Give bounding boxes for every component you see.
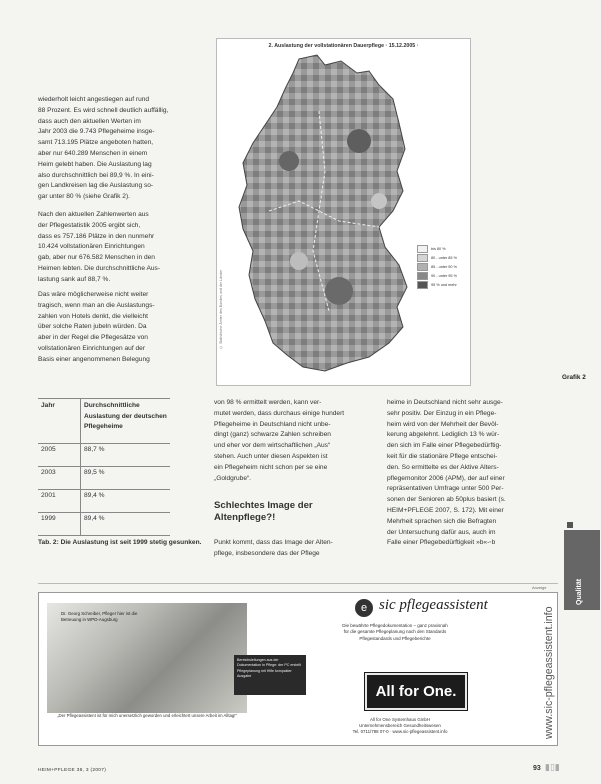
text-line: lastung sank auf 88,7 %. bbox=[38, 275, 111, 283]
text-line: sonen der Senioren ab 50plus basiert (s. bbox=[387, 496, 506, 504]
legend-item bbox=[417, 280, 472, 289]
text-line: dass es 757.186 Plätze in den nunmehr bbox=[38, 232, 155, 240]
legend-label: bis 80 % bbox=[431, 246, 446, 251]
text-line: stehen. Auch unter diesen Aspekten ist bbox=[214, 452, 328, 460]
table-cell-value: 88,7 % bbox=[81, 444, 171, 467]
text-line: der Pflegestatistik 2005 ergibt sich, bbox=[38, 221, 141, 229]
ad-photo-text: Dr. Georg Schreiber, Pfleger hier ist die Betreuung in WPD-Augsburg bbox=[61, 611, 138, 622]
map-shape bbox=[239, 55, 407, 371]
text-line: tragisch, wenn man an die Auslastungs- bbox=[38, 301, 155, 309]
text-line: ein Pflegeheim nicht schon per se eine bbox=[214, 463, 328, 471]
legend-label: 90 - unter 95 % bbox=[431, 273, 457, 278]
table-cell-year: 2005 bbox=[38, 444, 81, 467]
legend-swatch bbox=[417, 281, 428, 289]
text-line: Das wäre möglicherweise nicht weiter bbox=[38, 291, 149, 298]
text-line: heim wird von der Mehrheit der Bevöl- bbox=[387, 420, 499, 428]
text-line: 10.424 vollstationären Einrichtungen bbox=[38, 243, 145, 251]
text-line: „Goldgrube“. bbox=[214, 474, 252, 482]
text-line: vollstationären Einrichtungen auf der bbox=[38, 344, 146, 352]
section-tab-label: Qualität bbox=[576, 578, 583, 605]
ad-badge: All for One. bbox=[365, 673, 467, 710]
ad-label: Anzeige bbox=[532, 585, 547, 590]
table-header-year: Jahr bbox=[38, 399, 81, 444]
text-line: Pflegestandards und Pflegeberichte bbox=[359, 635, 431, 641]
legend-item bbox=[417, 271, 472, 280]
legend-item bbox=[417, 244, 472, 253]
text-line: HEIM+PFLEGE 2007, S. 172). Mit einer bbox=[387, 506, 504, 514]
text-line: gab, aber nur 676.582 Menschen in den bbox=[38, 254, 155, 262]
map-credit: © Statistische Ämter des Bundes und der Länder bbox=[219, 269, 223, 349]
text-line: aber nur 640.289 Menschen in einem bbox=[38, 149, 148, 157]
text-line: gar unter 80 % (siehe Grafik 2). bbox=[38, 193, 130, 201]
ad-photo-caption: „Der Pflegeassistent ist für mich unersetzlich geworden und erleichtert unsere Arbeit im Alltag!“ bbox=[57, 713, 237, 718]
map-figure bbox=[216, 38, 471, 386]
text-line: repräsentativen Umfrage unter 500 Per- bbox=[387, 485, 504, 493]
text-line: über solche Raten jubeln würden. Da bbox=[38, 323, 147, 331]
table-row bbox=[38, 513, 170, 536]
text-line: 88 Prozent. Es wird schnell deutlich auffällig, bbox=[38, 106, 169, 114]
text-line: den. So ermittelte es der Aktive Alters- bbox=[387, 463, 499, 471]
ad-url-text[interactable]: www.sic-pflegeassistent.info bbox=[543, 606, 555, 739]
text-line: samt 713.195 Plätze angeboten hatten, bbox=[38, 139, 154, 147]
text-line: Unternehmensbereich Gesundheitswesen bbox=[359, 723, 441, 728]
text-line: Basis einer angenommenen Belegung bbox=[38, 355, 150, 363]
text-line: pflegemonitor 2006 (APM), der auf einer bbox=[387, 474, 505, 482]
text-line: wiederholt leicht angestiegen auf rund bbox=[38, 96, 150, 103]
table-header-occupancy: Durchschnittliche Auslastung der deutschen Pflegeheime bbox=[81, 399, 171, 444]
text-line: den sich im Falle einer Pflegebedürftig- bbox=[387, 442, 502, 450]
text-line: dass auch den aktuellen Werten im bbox=[38, 117, 141, 125]
ad-photo bbox=[47, 603, 247, 713]
legend-label: 85 - unter 90 % bbox=[431, 264, 457, 269]
section-heading: Schlechtes Image der Altenpflege?! bbox=[214, 500, 313, 523]
publisher-mark-icon: ▮▯▮ bbox=[545, 763, 560, 773]
figure-label: Grafik 2 bbox=[562, 374, 586, 381]
text-line: dingt (ganz) schwarze Zahlen schreiben bbox=[214, 431, 331, 439]
text-line: kerung abgelehnt. Lediglich 13 % wür- bbox=[387, 431, 500, 439]
legend-label: 95 % und mehr bbox=[431, 282, 457, 287]
legend-swatch bbox=[417, 254, 428, 262]
footer-publication: HEIM+PFLEGE 38, 3 (2007) bbox=[38, 768, 107, 773]
section-tab bbox=[564, 530, 600, 610]
body-text-col2 bbox=[214, 398, 386, 484]
legend-item bbox=[417, 253, 472, 262]
text-line: mutet werden, dass durchaus einige hundert bbox=[214, 409, 345, 417]
text-line: sehr positiv. Der Einzug in ein Pflege- bbox=[387, 409, 497, 417]
table-row bbox=[38, 490, 170, 513]
text-line: Pflegeheime in Deutschland nicht unbe- bbox=[214, 420, 331, 428]
map-legend bbox=[417, 244, 472, 289]
map-title: 2. Auslastung der vollstationären Dauerpflege · 15.12.2005 · bbox=[268, 43, 419, 49]
text-line: All for One Systemhaus GmbH bbox=[369, 717, 431, 722]
text-line: Tel. 0711/788 07-0 · www.sic-pflegeassistent.info bbox=[352, 729, 448, 734]
text-line: Punkt kommt, dass das Image der Alten- bbox=[214, 539, 333, 546]
table-row bbox=[38, 467, 170, 490]
body-text-col2-after bbox=[214, 538, 386, 560]
table-cell-year: 1999 bbox=[38, 513, 81, 536]
advertisement[interactable] bbox=[38, 592, 558, 746]
table-row bbox=[38, 444, 170, 467]
ad-overlay-box bbox=[234, 655, 306, 695]
text-line: Die bewährte Pflegedokumentation – ganz praxisnah bbox=[342, 623, 448, 628]
legend-swatch bbox=[417, 245, 428, 253]
table-caption: Tab. 2: Die Auslastung ist seit 1999 stetig gesunken. bbox=[38, 539, 202, 546]
logo-text: sic pflegeassistent bbox=[379, 597, 488, 613]
body-text-col1-mid bbox=[38, 210, 208, 286]
ad-logo bbox=[355, 597, 520, 621]
legend-swatch bbox=[417, 263, 428, 271]
text-line: gen Landkreisen lag die Auslastung so- bbox=[38, 182, 154, 190]
table-header-row bbox=[38, 399, 170, 444]
ad-url[interactable] bbox=[539, 593, 557, 743]
text-line: keit für die stationäre Pflege entschei- bbox=[387, 452, 498, 460]
germany-map bbox=[229, 51, 419, 381]
text-line: Heim gelebt haben. Die Auslastung lag bbox=[38, 160, 152, 168]
table-cell-value: 89,4 % bbox=[81, 513, 171, 536]
text-line: also durchschnittlich bei 89,9 %. In eini- bbox=[38, 171, 154, 179]
legend-swatch bbox=[417, 272, 428, 280]
text-line: der Untersuchung dafür aus, auch im bbox=[387, 528, 496, 536]
legend-label: 80 - unter 85 % bbox=[431, 255, 457, 260]
page-number: 93 bbox=[533, 765, 541, 772]
section-marker bbox=[567, 522, 573, 528]
divider bbox=[38, 583, 558, 584]
text-line: heime in Deutschland nicht sehr ausge- bbox=[387, 399, 503, 406]
text-line: Nach den aktuellen Zahlenwerten aus bbox=[38, 211, 149, 218]
table-cell-year: 2001 bbox=[38, 490, 81, 513]
body-text-col3 bbox=[387, 398, 559, 549]
text-line: pflege, insbesondere das der Pflege bbox=[214, 549, 320, 557]
body-text-col1-bot bbox=[38, 290, 208, 366]
body-text-col1-top bbox=[38, 95, 208, 203]
ad-tagline bbox=[279, 623, 511, 642]
text-line: Heimen lebten. Die durchschnittliche Aus- bbox=[38, 264, 161, 272]
ad-overlay-text: Bereichsleitungen aus der Dokumentation in Pflege: der PC erstellt Pflegeplanung mit Hilfe kompakter Ausgabe bbox=[237, 658, 301, 678]
text-line: von 98 % ermittelt werden, kann ver- bbox=[214, 399, 322, 406]
text-line: für die gesamte Pflegeplanung nach den Standards bbox=[343, 629, 447, 635]
text-line: Falle einer Pflegebedürftigkeit »b«-◦b bbox=[387, 539, 496, 547]
legend-item bbox=[417, 262, 472, 271]
text-line: zahlen von Hotels denkt, die vielleicht bbox=[38, 312, 148, 320]
text-line: Mehrheit sprachen sich die Befragten bbox=[387, 517, 497, 525]
table-cell-value: 89,4 % bbox=[81, 490, 171, 513]
text-line: und eher vor dem wirtschaftlichen „Aus“ bbox=[214, 442, 331, 450]
ad-contact bbox=[315, 717, 485, 735]
occupancy-table bbox=[38, 398, 170, 536]
table-cell-value: 89,5 % bbox=[81, 467, 171, 490]
text-line: Jahr 2003 die 9.743 Pflegeheime insge- bbox=[38, 128, 155, 136]
text-line: aber in der Regel die Pflegesätze von bbox=[38, 334, 148, 342]
table-cell-year: 2003 bbox=[38, 467, 81, 490]
logo-mark-icon: e bbox=[355, 599, 373, 617]
